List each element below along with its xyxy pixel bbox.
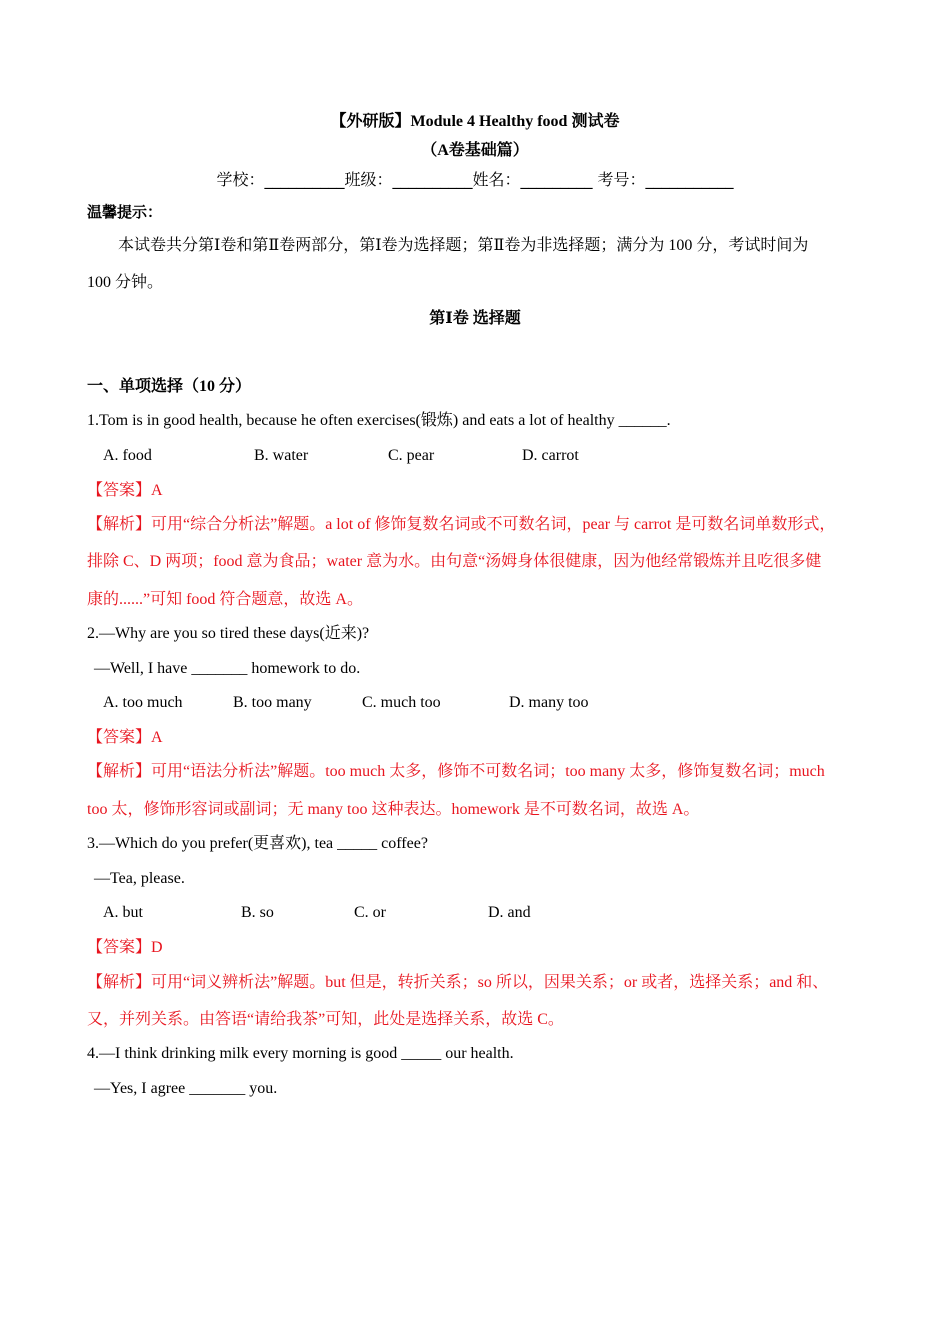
question-1-analysis-line-1: 【解析】可用“综合分析法”解题。a lot of 修饰复数名词或不可数名词，pear 与 carrot 是可数名词单数形式， (87, 516, 836, 533)
exam-title: 【外研版】Module 4 Healthy food 测试卷 (330, 113, 620, 130)
question-4-reply: —Yes, I agree _______ you. (94, 1080, 278, 1097)
question-2-stem: 2.—Why are you so tired these days(近来)? (87, 625, 370, 642)
question-1-answer: 【答案】A (87, 482, 163, 499)
tips-line-2: 100 分钟。 (87, 274, 164, 291)
question-2-option-a: A. too much (103, 694, 183, 711)
question-3-analysis-line-2: 又，并列关系。由答语“请给我茶”可知，此处是选择关系，故选 C。 (87, 1011, 564, 1028)
question-2-option-d: D. many too (509, 694, 589, 711)
student-info-line: 学校：__________班级：__________姓名：_________ 考号：___________ (216, 170, 734, 189)
question-3-stem: 3.—Which do you prefer(更喜欢), tea _____ coffee? (87, 835, 428, 852)
question-2-analysis-line-1: 【解析】可用“语法分析法”解题。too much 太多，修饰不可数名词；too many 太多，修饰复数名词；much (87, 763, 825, 780)
question-3-answer: 【答案】D (87, 939, 163, 956)
part1-title: 第Ⅰ卷 选择题 (429, 310, 521, 327)
question-1-option-a: A. food (103, 447, 152, 464)
question-1-analysis-line-2: 排除 C、D 两项；food 意为食品；water 意为水。由句意“汤姆身体很健康，因为他经常锻炼并且吃很多健 (87, 553, 822, 570)
question-3-reply: —Tea, please. (94, 870, 185, 887)
question-2-option-b: B. too many (233, 694, 312, 711)
question-3-option-a: A. but (103, 904, 143, 921)
question-1-stem: 1.Tom is in good health, because he often exercises(锻炼) and eats a lot of healthy ______. (87, 412, 671, 429)
question-1-option-c: C. pear (388, 447, 435, 464)
tips-line-1: 本试卷共分第Ⅰ卷和第Ⅱ卷两部分，第Ⅰ卷为选择题；第Ⅱ卷为非选择题；满分为 100 分，考试时间为 (118, 237, 809, 254)
question-4-stem: 4.—I think drinking milk every morning is good _____ our health. (87, 1045, 514, 1062)
question-1-option-b: B. water (254, 447, 309, 464)
question-2-answer: 【答案】A (87, 729, 163, 746)
question-3-option-d: D. and (488, 904, 531, 921)
question-2-reply: —Well, I have _______ homework to do. (94, 660, 361, 677)
question-2-analysis-line-2: too 太，修饰形容词或副词；无 many too 这种表达。homework 是不可数名词，故选 A。 (87, 801, 700, 818)
question-1-analysis-line-3: 康的......”可知 food 符合题意，故选 A。 (87, 591, 363, 608)
tips-heading: 温馨提示： (87, 203, 163, 221)
question-2-option-c: C. much too (362, 694, 441, 711)
question-3-option-b: B. so (241, 904, 274, 921)
question-3-option-c: C. or (354, 904, 386, 921)
question-3-analysis-line-1: 【解析】可用“词义辨析法”解题。but 但是，转折关系；so 所以，因果关系；or 或者，选择关系；and 和、 (87, 974, 829, 991)
question-1-option-d: D. carrot (522, 447, 579, 464)
exam-subtitle: （A卷基础篇） (421, 142, 529, 159)
section1-title: 一、单项选择（10 分） (87, 378, 252, 395)
